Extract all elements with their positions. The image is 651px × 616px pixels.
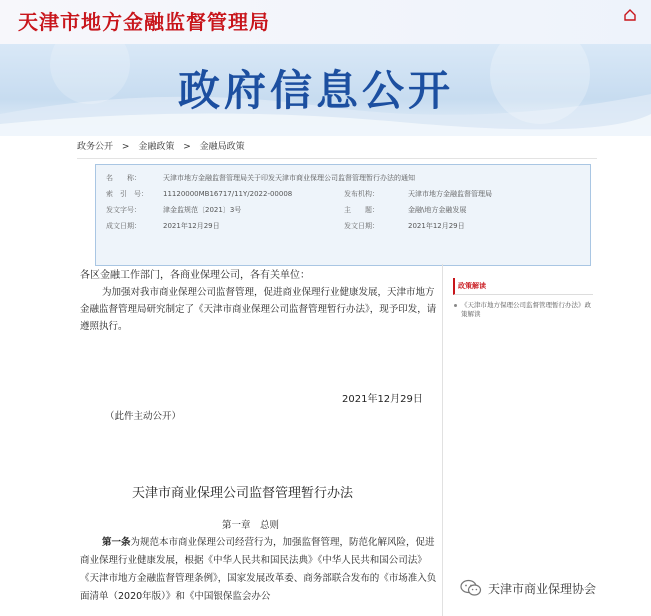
- policy-interpretation-sidebar: [453, 278, 593, 319]
- banner-title: 政府信息公开: [178, 66, 455, 115]
- meta-pubdate-label: 发文日期：: [344, 222, 379, 230]
- meta-name-value: 天津市地方金融监督管理局关于印发天津市商业保理公司监督管理暂行办法的通知: [163, 174, 415, 182]
- meta-date-value: 2021年12月29日: [163, 222, 220, 230]
- article-paragraph: [80, 534, 440, 606]
- meta-row-docno: [96, 203, 590, 218]
- article-text: 为规范本市商业保理公司经营行为，加强监督管理，防范化解风险，促进商业保理行业健康发展，根据《中华人民共和国民法典》《中华人民共和国公司法》《天津市地方金融监督管理条例》，国家发展改革委、商务部联合发布的《市场准入负面清单（2020年版）》和《中国银保监会办公: [80, 537, 437, 602]
- watermark-text: 天津市商业保理协会: [488, 581, 597, 596]
- meta-row-index: [96, 187, 590, 202]
- signature-date: 2021年12月29日: [342, 394, 423, 405]
- intro-paragraph: 为加强对我市商业保理公司监督管理，促进商业保理行业健康发展，天津市地方金融监督管理局研究制定了《天津市商业保理公司监督管理暂行办法》，现予印发，请遵照执行。: [80, 287, 437, 332]
- document-meta-table: [95, 164, 591, 266]
- breadcrumb-item-bureau-policy[interactable]: 金融局政策: [199, 142, 245, 152]
- meta-row-name: [96, 171, 590, 186]
- wechat-icon: [460, 579, 482, 597]
- meta-topic-label: 主 题：: [344, 206, 379, 214]
- meta-date-label: 成文日期：: [106, 222, 141, 230]
- content-area: [77, 136, 597, 616]
- meta-issuer-value: 天津市地方金融监督管理局: [408, 190, 492, 198]
- salutation: 各区金融工作部门，各商业保理公司，各有关单位：: [80, 270, 310, 281]
- meta-name-label: 名 称：: [106, 174, 141, 182]
- bullet-icon: [454, 304, 457, 307]
- meta-docno-label: 发文字号：: [106, 206, 141, 214]
- meta-row-date: [96, 219, 590, 234]
- meta-issuer-label: 发布机构：: [344, 190, 379, 198]
- breadcrumb-item-finance-policy[interactable]: 金融政策: [138, 142, 175, 152]
- site-title[interactable]: 天津市地方金融监督管理局: [18, 10, 270, 34]
- home-icon[interactable]: [623, 8, 637, 22]
- breadcrumb-item-policy-open[interactable]: 政务公开: [77, 142, 114, 152]
- article-lead: 第一条: [102, 537, 131, 548]
- column-divider: [442, 264, 443, 616]
- meta-index-label: 索 引 号：: [106, 190, 148, 198]
- banner: [0, 44, 651, 136]
- breadcrumb-separator: >: [183, 142, 191, 152]
- chapter-heading: 第一章 总则: [222, 520, 280, 531]
- sidebar-item-label: 《天津市地方保理公司监督管理暂行办法》政策解读: [461, 301, 591, 318]
- document-title: 天津市商业保理公司监督管理暂行办法: [132, 486, 354, 501]
- wechat-watermark: [460, 577, 645, 599]
- top-header: [0, 0, 651, 44]
- meta-docno-value: 津金监规范〔2021〕3号: [163, 206, 242, 214]
- meta-index-value: 11120000MB16717/11Y/2022-00008: [163, 190, 293, 198]
- sidebar-item-interpretation[interactable]: [453, 301, 593, 319]
- breadcrumb: [77, 136, 597, 159]
- sidebar-title: 政策解读: [453, 278, 593, 295]
- meta-topic-value: 金融\地方金融发展: [408, 206, 467, 214]
- meta-pubdate-value: 2021年12月29日: [408, 222, 465, 230]
- public-note: （此件主动公开）: [105, 411, 182, 422]
- breadcrumb-separator: >: [121, 142, 130, 152]
